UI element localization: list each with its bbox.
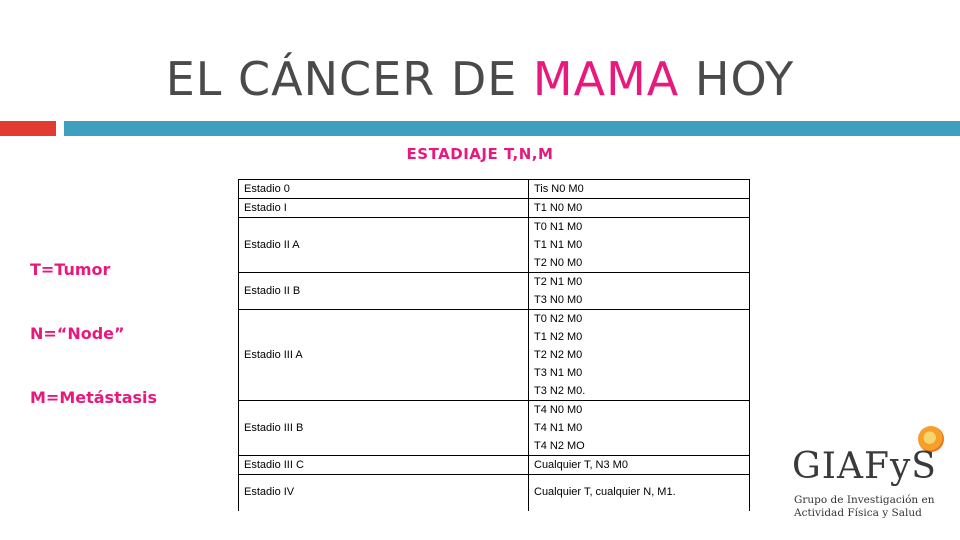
stage-cell: [239, 199, 529, 218]
tnm-value: T3 N1 M0: [534, 367, 583, 379]
slide-title: [0, 52, 960, 106]
tnm-value: Cualquier T, N3 M0: [534, 459, 628, 471]
stage-cell: [239, 475, 529, 512]
title-prefix: EL CÁNCER DE: [165, 52, 533, 106]
stage-label: Estadio II A: [244, 239, 300, 251]
tnm-cell: [529, 475, 750, 512]
logo-tagline-2: Actividad Física y Salud: [794, 507, 922, 519]
legend-item-t: T=Tumor: [30, 260, 111, 279]
tnm-value: T1 N1 M0: [534, 239, 583, 251]
table-row: [239, 475, 750, 512]
accent-bar-blue: [64, 121, 960, 136]
tnm-value: T4 N0 M0: [534, 404, 583, 416]
table-row: [239, 180, 750, 199]
staging-table: [238, 179, 750, 511]
stage-cell: [239, 310, 529, 401]
slide-subtitle: ESTADIAJE T,N,M: [406, 145, 554, 163]
table-row: [239, 273, 750, 310]
tnm-value: T3 N0 M0: [534, 294, 583, 306]
tnm-value: T1 N0 M0: [534, 202, 583, 214]
stage-cell: [239, 180, 529, 199]
stage-label: Estadio I: [244, 202, 287, 214]
accent-bar-red: [0, 121, 56, 136]
stage-label: Estadio II B: [244, 285, 301, 297]
tnm-cell: [529, 401, 750, 456]
tnm-cell: [529, 273, 750, 310]
table-row: [239, 456, 750, 475]
tnm-value: T4 N1 M0: [534, 422, 583, 434]
table-row: [239, 310, 750, 401]
title-accent: MAMA: [532, 52, 680, 106]
stage-label: Estadio 0: [244, 183, 290, 195]
tnm-value: T3 N2 M0.: [534, 385, 586, 397]
tnm-value: T0 N1 M0: [534, 221, 583, 233]
logo-wordmark: GIAFyS: [792, 446, 937, 487]
tnm-value: T0 N2 M0: [534, 313, 583, 325]
tnm-cell: [529, 199, 750, 218]
tnm-cell: [529, 180, 750, 199]
tnm-value: T2 N1 M0: [534, 276, 583, 288]
tnm-cell: [529, 456, 750, 475]
tnm-value: T1 N2 M0: [534, 331, 583, 343]
tnm-value: T2 N0 M0: [534, 257, 583, 269]
stage-cell: [239, 218, 529, 273]
tnm-legend: [30, 260, 210, 452]
tnm-value: Cualquier T, cualquier N, M1.: [534, 486, 676, 498]
stage-label: Estadio III C: [244, 459, 304, 471]
tnm-value: Tis N0 M0: [534, 183, 584, 195]
tnm-value: T2 N2 M0: [534, 349, 583, 361]
stage-cell: [239, 273, 529, 310]
giafys-logo: [778, 420, 948, 530]
stage-cell: [239, 401, 529, 456]
table-row: [239, 218, 750, 273]
legend-item-m: M=Metástasis: [30, 388, 158, 407]
stage-label: Estadio III B: [244, 422, 304, 434]
stage-cell: [239, 456, 529, 475]
table-row: [239, 401, 750, 456]
stage-label: Estadio III A: [244, 349, 303, 361]
stage-label: Estadio IV: [244, 486, 295, 498]
tnm-cell: [529, 218, 750, 273]
legend-item-n: N=“Node”: [30, 324, 125, 343]
table-row: [239, 199, 750, 218]
tnm-cell: [529, 310, 750, 401]
tnm-value: T4 N2 MO: [534, 440, 585, 452]
logo-tagline-1: Grupo de Investigación en: [794, 494, 935, 506]
title-suffix: HOY: [679, 52, 795, 106]
